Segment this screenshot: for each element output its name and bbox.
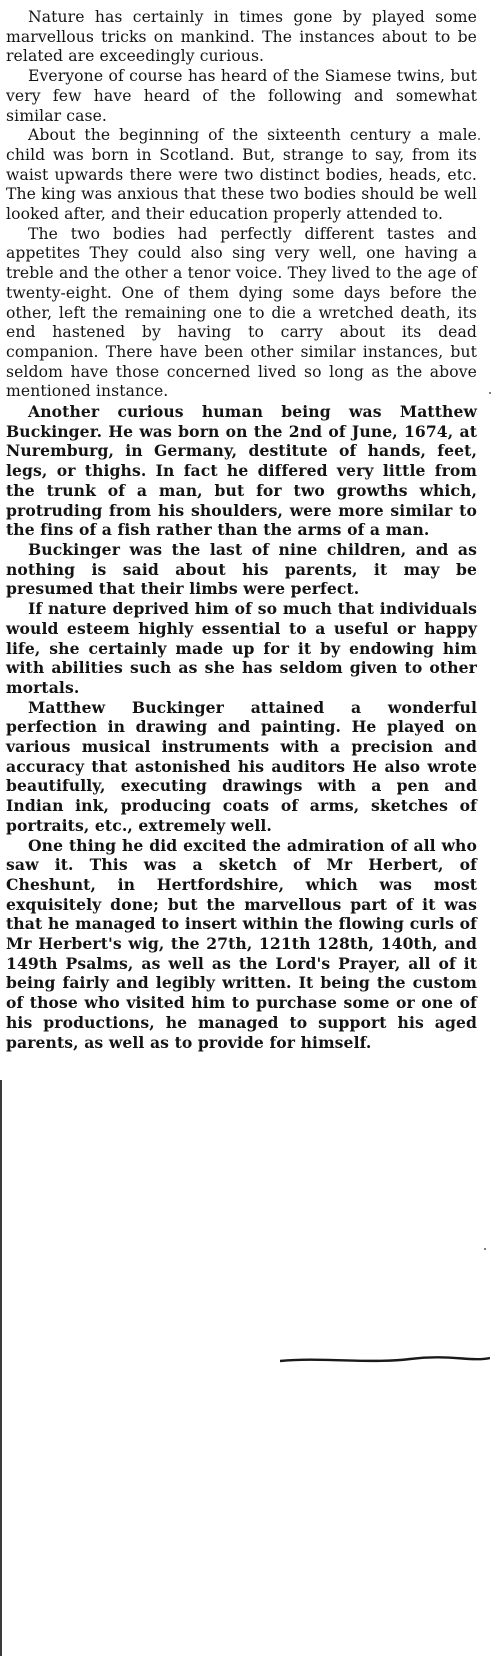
- print-speck: [489, 392, 491, 394]
- paragraph-buckinger-art: Matthew Buckinger attained a wonderful perfection in drawing and painting. He played on various musical instruments with a precision and accuracy that astonished his auditors He also wrote beautifully, executing drawings with a pen and Indian ink, producing coats of arms, sketches of portraits, etc., extremely well.: [6, 697, 477, 835]
- paragraph-intro: Nature has certainly in times gone by played some marvellous tricks on mankind. The instances about to be related are exceedingly curious.: [6, 8, 477, 66]
- paragraph-herbert-sketch: One thing he did excited the admiration of all who saw it. This was a sketch of Mr Herbert, of Cheshunt, in Hertfordshire, which was most exquisitely done; but the marvellous part of it was that he managed to insert within the flowing curls of Mr Herbert's wig, the 27th, 121th 128th, 140th, and 149th Psalms, as well as the Lord's Prayer, all of it being fairly and legibly written. It being the custom of those who visited him to purchase some or one of his productions, he managed to support his aged parents, as well as to provide for himself.: [6, 835, 477, 1052]
- paragraph-two-bodies: The two bodies had perfectly different tastes and appetites They could also sing very well, one having a treble and the other a tenor voice. They lived to the age of twenty-eight. One of them dying some days before the other, left the remaining one to die a wretched death, its end hastened by having to carry about its dead companion. There have been other similar instances, but seldom have those concerned lived so long as the above mentioned instance.: [6, 224, 477, 401]
- print-speck: [484, 1248, 486, 1250]
- paragraph-buckinger-intro: Another curious human being was Matthew Buckinger. He was born on the 2nd of June, 1674, at Nuremburg, in Germany, destitute of hands, feet, legs, or thighs. In fact he differed very little from the trunk of a man, but for two growths which, protruding from his shoulders, were more similar to the fins of a fish rather than the arms of a man.: [6, 402, 477, 540]
- paragraph-buckinger-parents: Buckinger was the last of nine children, and as nothing is said about his parents, it may be presumed that their limbs were perfect.: [6, 539, 477, 599]
- print-speck: [478, 138, 480, 140]
- ink-stroke-mark: [280, 1355, 490, 1365]
- paragraph-siamese-twins: Everyone of course has heard of the Siamese twins, but very few have heard of the following and somewhat similar case.: [6, 67, 477, 125]
- paragraph-scotland-child: About the beginning of the sixteenth century a male child was born in Scotland. But, strange to say, from its waist upwards there were two distinct bodies, heads, etc. The king was anxious that these two bodies should be well looked after, and their education properly attended to.: [6, 126, 477, 224]
- column-rule: [0, 1080, 2, 1656]
- paragraph-buckinger-abilities: If nature deprived him of so much that individuals would esteem highly essential to a useful or happy life, she certainly made up for it by endowing him with abilities such as she has seldom given to other mortals.: [6, 599, 477, 697]
